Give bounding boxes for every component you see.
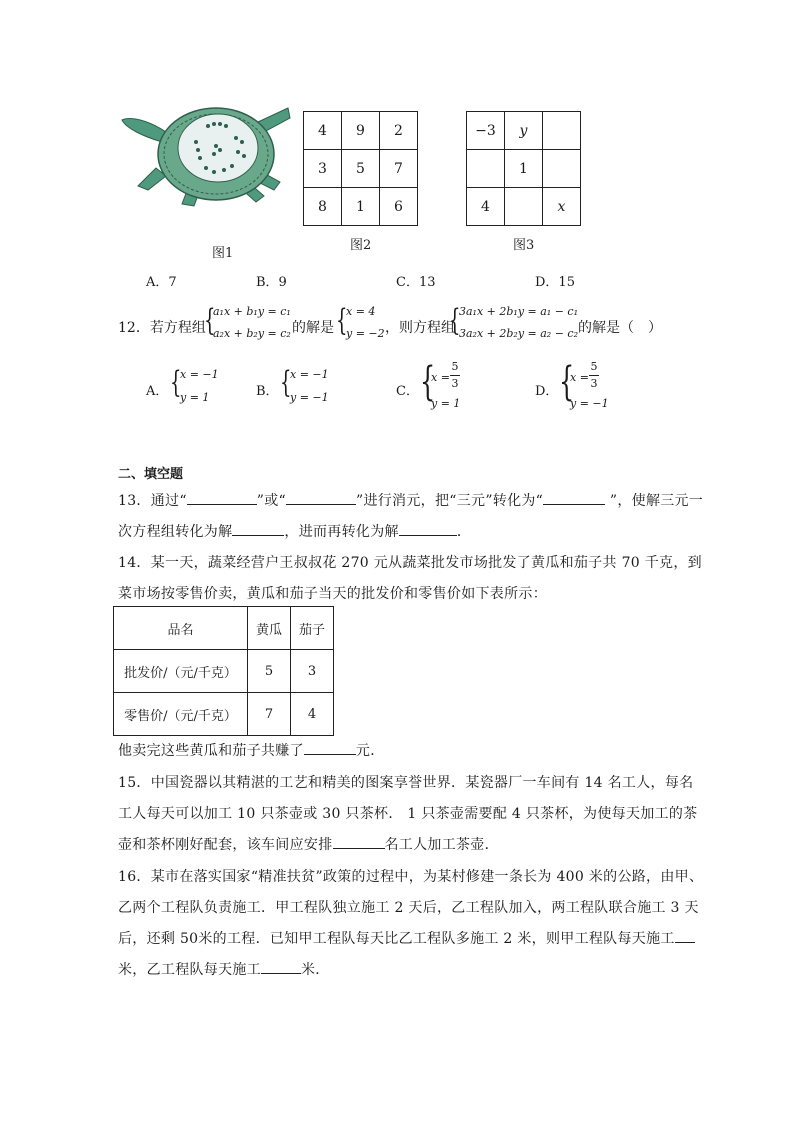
fig2-cell: 7 (380, 150, 418, 188)
fig2-cell: 4 (304, 112, 342, 150)
fig2-cell: 2 (380, 112, 418, 150)
q13-line1 (118, 490, 703, 510)
q14-after-text-2: 元． (355, 743, 385, 759)
q12-option-c-x: x = (431, 371, 450, 384)
q16-text-2: 米，乙工程队每天施工 (118, 962, 261, 978)
q12-option-d-y: y = −1 (570, 397, 609, 410)
q16-blank-2[interactable] (261, 960, 301, 974)
price-table-cell: 3 (291, 650, 334, 693)
q13-text-1: 13．通过“ (118, 493, 187, 509)
price-table-cell: 7 (248, 693, 291, 736)
price-table-header: 黄瓜 (248, 607, 291, 650)
q15-text-2: 名工人加工茶壶． (384, 837, 499, 853)
price-table-cell: 4 (291, 693, 334, 736)
price-table-cell: 批发价/（元/千克） (114, 650, 248, 693)
q16-line2: 乙两个工程队负责施工．甲工程队独立施工 2 天后，乙工程队加入，两工程队联合施工 3 天 (118, 900, 699, 916)
fig3-cell: 4 (467, 188, 505, 226)
q11-option-c: C．13 (396, 275, 436, 290)
q14-after-text-1: 他卖完这些黄瓜和茄子共赚了 (118, 743, 304, 759)
q16-text-1: 后，还剩 50米的工程．已知甲工程队每天比乙工程队多施工 2 米，则甲工程队每天施工 (118, 931, 675, 947)
q13-line2 (118, 521, 471, 541)
fig3-cell (467, 150, 505, 188)
q12-option-c-brace: { (420, 359, 436, 405)
q12-prefix: 12．若方程组 (118, 320, 206, 336)
magic-square-fig3 (466, 111, 581, 226)
q12-option-a-brace: { (170, 365, 182, 400)
q12-option-a-y: y = 1 (180, 391, 210, 404)
q13-text-3: ”进行消元，把“三元”转化为“ (356, 493, 544, 509)
q12-middle: 的解是 (292, 320, 334, 336)
q12-option-c-den: 3 (451, 377, 459, 390)
q12-option-c-frac-bar (450, 375, 460, 376)
fig2-cell: 8 (304, 188, 342, 226)
q16-line1: 16．某市在落实国家“精准扶贫”政策的过程中，为某村修建一条长为 400 米的公路，由甲、 (118, 869, 704, 885)
q12-option-d-den: 3 (590, 377, 598, 390)
q12-option-c-y: y = 1 (431, 397, 461, 410)
q12-option-d-frac-bar (589, 375, 599, 376)
q16-line3 (118, 928, 695, 948)
price-table-cell: 5 (248, 650, 291, 693)
q11-option-b: B．9 (256, 275, 287, 290)
q12-option-a-x: x = −1 (180, 368, 219, 381)
q13-text-6: ，进而再转化为解 (284, 524, 399, 540)
q12-option-d-num: 5 (590, 360, 598, 373)
fig3-cell: 1 (505, 150, 543, 188)
q13-text-4: ”，使解三元一 (605, 493, 704, 509)
fig3-cell: x (543, 188, 581, 226)
q11-option-d: D．15 (535, 275, 575, 290)
fig3-cell: −3 (467, 112, 505, 150)
magic-square-fig2 (303, 111, 418, 226)
price-table-header: 茄子 (291, 607, 334, 650)
q12-option-a-label: A． (146, 384, 169, 399)
q14-blank[interactable] (304, 741, 356, 755)
figure2-caption: 图2 (350, 238, 372, 253)
q15-line2: 工人每天可以加工 10 只茶壶或 30 只茶杯． 1 只茶壶需要配 4 只茶杯，为使每天加工的茶 (118, 806, 698, 822)
q15-line1: 15．中国瓷器以其精湛的工艺和精美的图案享誉世界．某瓷器厂一车间有 14 名工人，每名 (118, 775, 694, 791)
q12-option-b-y: y = −1 (290, 391, 329, 404)
q16-blank-1[interactable] (675, 929, 695, 943)
q13-blank-1[interactable] (187, 491, 257, 505)
q12-option-c-num: 5 (451, 360, 459, 373)
q12-brace-2: { (336, 303, 348, 338)
fig2-cell: 5 (342, 150, 380, 188)
q12-then: ，则方程组 (385, 320, 455, 336)
price-table-cell: 零售价/（元/千克） (114, 693, 248, 736)
fig2-cell: 3 (304, 150, 342, 188)
fig2-cell: 9 (342, 112, 380, 150)
q11-option-a: A．7 (146, 275, 177, 290)
fig3-cell (505, 188, 543, 226)
q13-text-5: 次方程组转化为解 (118, 524, 233, 540)
q12-option-b-label: B． (256, 384, 279, 399)
q13-blank-4[interactable] (232, 522, 284, 536)
q15-text-1: 壶和茶杯刚好配套，该车间应安排 (118, 837, 333, 853)
q12-brace-1: { (204, 303, 216, 338)
turtle-luoshu-figure (118, 98, 296, 208)
q13-blank-3[interactable] (543, 491, 605, 505)
q16-text-3: 米． (301, 962, 330, 978)
q13-blank-5[interactable] (399, 522, 457, 536)
q13-blank-2[interactable] (286, 491, 356, 505)
q12-option-d-x: x = (570, 371, 589, 384)
q15-blank[interactable] (333, 835, 385, 849)
q12-sys1-line2: a₂x + b₂y = c₂ (213, 327, 291, 340)
q14-line1: 14．某一天，蔬菜经营户王叔叔花 270 元从蔬菜批发市场批发了黄瓜和茄子共 70 千克，到 (118, 555, 702, 571)
q13-text-2: ”或“ (256, 493, 286, 509)
q12-sys1-line1: a₁x + b₁y = c₁ (213, 305, 291, 318)
fig2-cell: 6 (380, 188, 418, 226)
q12-sys2-line2: 3a₂x + 2b₂y = a₂ − c₂ (459, 327, 579, 340)
fig3-cell: y (505, 112, 543, 150)
q13-text-7: ． (456, 524, 472, 540)
fig3-cell (543, 150, 581, 188)
price-table (113, 606, 334, 736)
price-table-header: 品名 (114, 607, 248, 650)
q12-option-c-label: C． (396, 384, 419, 399)
q14-line2: 菜市场按零售价卖，黄瓜和茄子当天的批发价和零售价如下表所示： (118, 586, 547, 602)
q12-sys2-line1: 3a₁x + 2b₁y = a₁ − c₁ (459, 305, 579, 318)
figure1-caption: 图1 (212, 246, 234, 261)
q16-line4 (118, 959, 330, 979)
section2-title: 二、填空题 (118, 467, 184, 482)
q12-option-d-label: D． (535, 384, 559, 399)
q12-option-d-brace: { (559, 359, 575, 405)
q12-sol-line2: y = −2 (346, 327, 385, 340)
fig2-cell: 1 (342, 188, 380, 226)
figure3-caption: 图3 (513, 238, 535, 253)
fig3-cell (543, 112, 581, 150)
q12-brace-3: { (449, 303, 461, 338)
q12-suffix: 的解是（ ） (578, 320, 662, 336)
q12-option-b-brace: { (280, 365, 292, 400)
q14-line3 (118, 740, 385, 760)
q12-option-b-x: x = −1 (290, 368, 329, 381)
q12-sol-line1: x = 4 (346, 305, 376, 318)
q15-line3 (118, 834, 499, 854)
